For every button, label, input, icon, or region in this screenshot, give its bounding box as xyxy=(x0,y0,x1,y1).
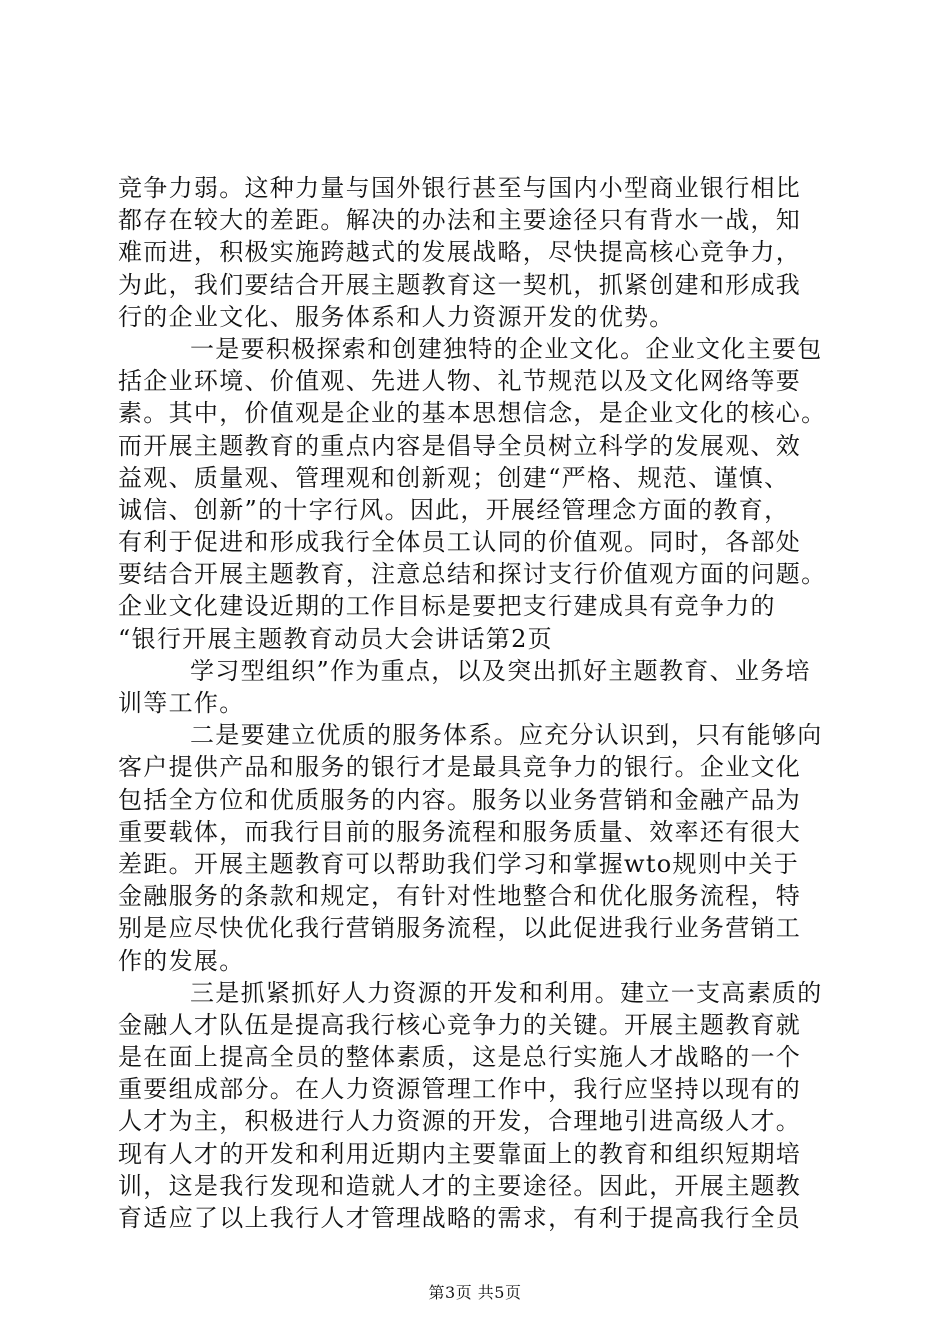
text-line: 诚信、创新”的十字行风。因此，开展经管理念方面的教育， xyxy=(118,495,790,524)
text-line: 训，这是我行发现和造就人才的主要途径。因此，开展主题教 xyxy=(118,1171,802,1200)
text-line: 企业文化建设近期的工作目标是要把支行建成具有竞争力的 xyxy=(118,592,776,621)
text-line: 育适应了以上我行人才管理战略的需求，有利于提高我行全员 xyxy=(118,1204,802,1232)
text-line: 括企业环境、价值观、先进人物、礼节规范以及文化网络等要 xyxy=(118,367,802,396)
text-line: 重要载体，而我行目前的服务流程和服务质量、效率还有很大 xyxy=(118,817,802,846)
text-line: 金融人才队伍是提高我行核心竞争力的关键。开展主题教育就 xyxy=(118,1010,802,1039)
text-line: 金融服务的条款和规定，有针对性地整合和优化服务流程，特 xyxy=(118,882,802,911)
text-line: 为此，我们要结合开展主题教育这一契机，抓紧创建和形成我 xyxy=(118,270,802,299)
text-line: 重要组成部分。在人力资源管理工作中，我行应坚持以现有的 xyxy=(118,1075,802,1104)
text-line: 人才为主，积极进行人力资源的开发，合理地引进高级人才。 xyxy=(118,1107,802,1136)
text-line: 竞争力弱。这种力量与国外银行甚至与国内小型商业银行相比 xyxy=(118,174,802,202)
text-line: 而开展主题教育的重点内容是倡导全员树立科学的发展观、效 xyxy=(118,431,802,460)
text-line: 差距。开展主题教育可以帮助我们学习和掌握wto规则中关于 xyxy=(118,849,800,878)
text-line: 行的企业文化、服务体系和人力资源开发的优势。 xyxy=(118,302,675,331)
text-line: 素。其中，价值观是企业的基本思想信念，是企业文化的核心。 xyxy=(118,399,827,428)
text-line: 训等工作。 xyxy=(118,689,245,717)
text-line: 客户提供产品和服务的银行才是最具竞争力的银行。企业文化 xyxy=(118,753,802,782)
text-line: 现有人才的开发和利用近期内主要靠面上的教育和组织短期培 xyxy=(118,1139,802,1168)
text-line: 难而进，积极实施跨越式的发展战略，尽快提高核心竞争力， xyxy=(118,238,802,267)
text-line: 作的发展。 xyxy=(118,946,245,975)
text-line: 二是要建立优质的服务体系。应充分认识到，只有能够向 xyxy=(190,721,823,750)
text-line: 一是要积极探索和创建独特的企业文化。企业文化主要包 xyxy=(190,334,823,363)
text-line: 都存在较大的差距。解决的办法和主要途径只有背水一战，知 xyxy=(118,206,802,235)
page-number-label: 第3页 共5页 xyxy=(428,1283,522,1302)
text-line: 包括全方位和优质服务的内容。服务以业务营销和金融产品为 xyxy=(118,785,802,814)
text-line: 益观、质量观、管理观和创新观；创建“严格、规范、谨慎、 xyxy=(118,463,790,492)
text-line: “银行开展主题教育动员大会讲话第2页 xyxy=(118,624,553,653)
text-line: 学习型组织”作为重点，以及突出抓好主题教育、业务培 xyxy=(190,656,811,685)
text-line: 三是抓紧抓好人力资源的开发和利用。建立一支高素质的 xyxy=(190,978,823,1007)
text-line: 别是应尽快优化我行营销服务流程，以此促进我行业务营销工 xyxy=(118,914,802,943)
document-body xyxy=(118,172,834,1234)
text-line: 要结合开展主题教育，注意总结和探讨支行价值观方面的问题。 xyxy=(118,560,827,589)
page-footer xyxy=(0,1280,950,1303)
text-line: 有利于促进和形成我行全体员工认同的价值观。同时，各部处 xyxy=(118,528,802,557)
text-line: 是在面上提高全员的整体素质，这是总行实施人才战略的一个 xyxy=(118,1043,802,1072)
